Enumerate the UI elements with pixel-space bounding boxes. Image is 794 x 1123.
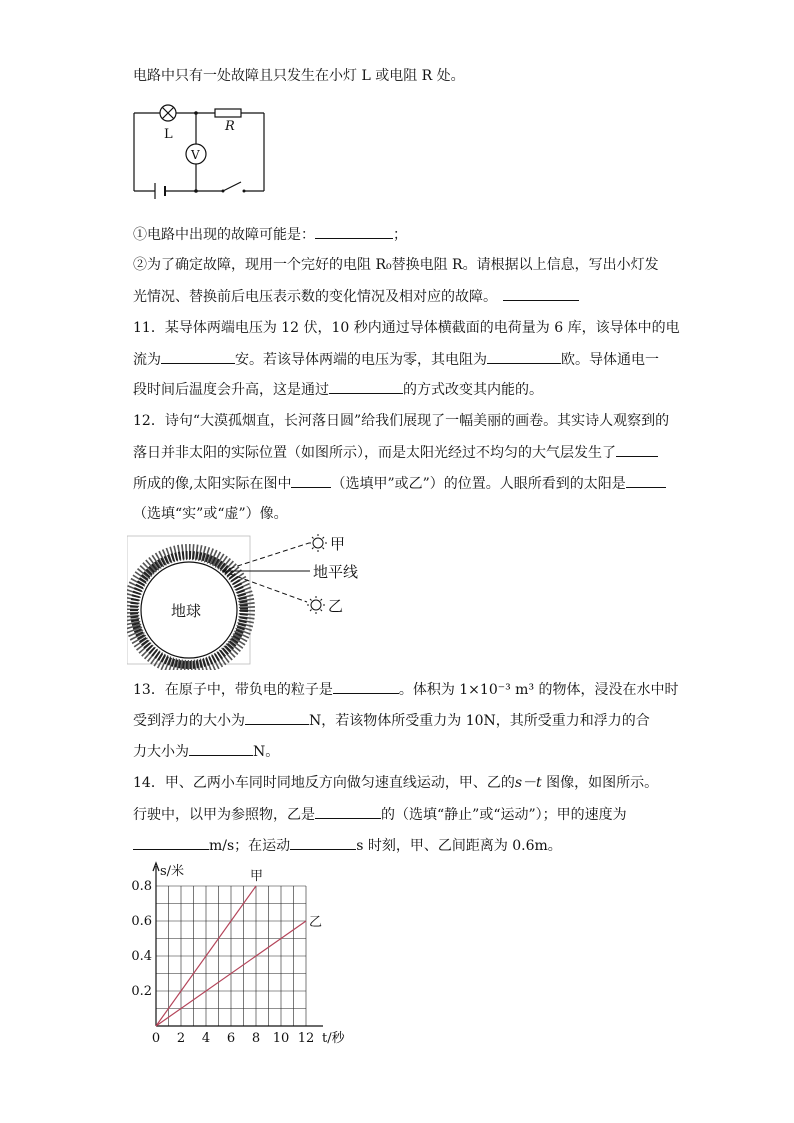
q10-part2-line2: 光情况、替换前后电压表示数的变化情况及相对应的故障。 [133,286,579,307]
answer-blank[interactable] [245,710,309,725]
answer-blank[interactable] [291,473,331,488]
answer-blank[interactable] [329,379,403,394]
q12-line4: （选填“实”或“虚”）像。 [133,506,288,522]
lamp-label: L [164,127,173,142]
chart-grid [153,863,323,1026]
series-label: 甲 [250,869,264,884]
refracted-ray [222,543,309,571]
q12-line2: 落日并非太阳的实际位置（如图所示），而是太阳光经过不均匀的大气层发生了 [133,442,658,463]
answer-blank[interactable] [189,741,253,756]
q12-line3: 所成的像,太阳实际在图中 （选填甲”或乙”）的位置。人眼所看到的太阳是 [133,473,666,494]
q11-line3: 段时间后温度会升高，这是通过 的方式改变其内能的。 [133,379,543,400]
answer-blank[interactable] [333,679,399,694]
answer-blank[interactable] [290,835,356,850]
x-tick-label: 4 [201,1031,211,1046]
resistor-label: R [225,119,235,134]
q13-line3: 力大小为 N。 [133,741,279,762]
circuit-diagram [128,98,273,200]
series-label: 乙 [309,915,323,930]
q10-part2-line1: ②为了确定故障，现用一个完好的电阻 R₀替换电阻 R。请根据以上信息，写出小灯发 [133,257,659,273]
sun-icon [307,596,325,614]
q10-part1: ①电路中出现的故障可能是： ； [133,224,407,245]
answer-blank[interactable] [487,349,561,364]
sun-label-jia: 甲 [330,535,346,553]
horizon-label: 地平线 [313,563,359,581]
q13-line2: 受到浮力的大小为 N，若该物体所受重力为 10N，其所受重力和浮力的合 [133,710,650,731]
resistor-symbol [215,109,241,117]
x-tick-label: 2 [176,1031,186,1046]
x-tick-label: 0 [151,1031,161,1046]
switch-blade [223,182,241,191]
earth-label: 地球 [171,602,202,620]
q14-line2: 行驶中，以甲为参照物，乙是 的（选填“静止”或“运动”）；甲的速度为 [133,804,627,825]
y-tick-label: 0.4 [131,949,152,964]
sun-icon [309,534,327,552]
q13-line1: 13．在原子中，带负电的粒子是 。体积为 1×10⁻³ m³ 的物体，浸没在水中时 [133,679,679,700]
x-tick-label: 8 [251,1031,261,1046]
y-tick-label: 0.8 [131,879,152,894]
answer-blank[interactable] [626,473,666,488]
answer-blank[interactable] [315,804,381,819]
x-tick-label: 12 [297,1031,315,1046]
sun-label-yi: 乙 [328,597,344,615]
x-tick-label: 6 [226,1031,236,1046]
intro-text: 电路中只有一处故障且只发生在小灯 L 或电阻 R 处。 [133,68,465,84]
st-chart [120,858,360,1053]
answer-blank[interactable] [133,835,209,850]
answer-blank[interactable] [315,224,393,239]
q14-line1: 14．甲、乙两小车同时同地反方向做匀速直线运动，甲、乙的s－t 图像，如图所示。 [133,775,659,791]
answer-blank[interactable] [503,286,579,301]
q11-line1: 11．某导体两端电压为 12 伏，10 秒内通过导体横截面的电荷量为 6 库，该导体中的电 [133,320,680,336]
earth-figure [127,530,387,670]
answer-blank[interactable] [616,442,658,457]
q11-line2: 流为 安。若该导体两端的电压为零，其电阻为 欧。导体通电一 [133,349,659,370]
y-tick-label: 0.6 [131,914,152,929]
q14-line3: m/s；在运动 s 时刻，甲、乙间距离为 0.6m。 [133,835,562,856]
x-tick-label: 10 [272,1031,290,1046]
x-axis-title: t/秒 [322,1031,345,1046]
answer-blank[interactable] [161,349,235,364]
q12-line1: 12．诗句“大漠孤烟直，长河落日圆”给我们展现了一幅美丽的画卷。其实诗人观察到的 [133,413,670,429]
voltmeter-label: V [191,148,200,162]
y-tick-label: 0.2 [131,984,152,999]
chart-ticks [131,879,314,1046]
y-axis-title: s/米 [160,864,185,879]
